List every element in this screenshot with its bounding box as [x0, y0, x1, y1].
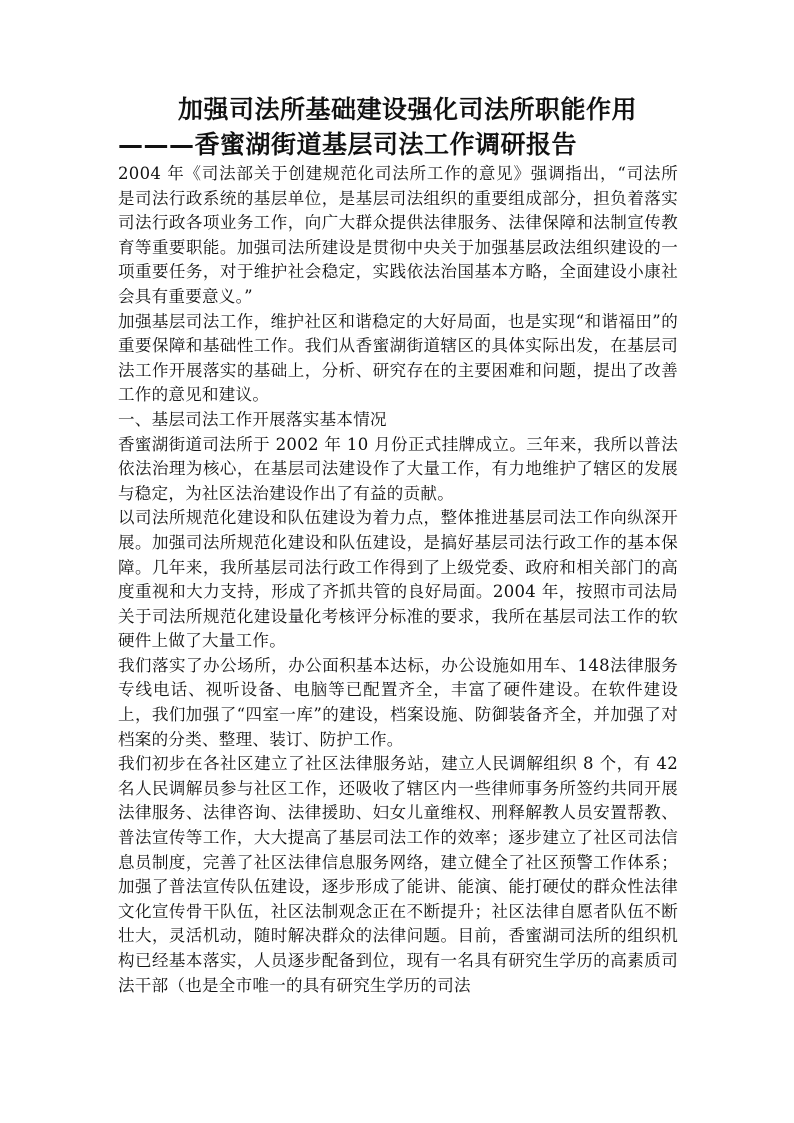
paragraph-establishment: 香蜜湖街道司法所于 2002 年 10 月份正式挂牌成立。三年来，我所以普法依法治理为核心，在基层司法建设作了大量工作，有力地维护了辖区的发展与稳定，为社区法治建设作出了有益的贡献。 — [118, 434, 678, 503]
paragraph-community-services: 我们初步在各社区建立了社区法律服务站，建立人民调解组织 8 个，有 42 名人民调解员参与社区工作，还吸收了辖区内一些律师事务所签约共同开展法律服务、法律咨询、法律援助、妇女儿童维权、刑释解教人员安置帮教、普法宣传等工作，大大提高了基层司法工作的效率；逐步建立了社区司法信息员制度，完善了社区法律信息服务网络，建立健全了社区预警工作体系；加强了普法宣传队伍建设，逐步形成了能讲、能演、能打硬仗的群众性法律文化宣传骨干队伍，社区法制观念正在不断提升；社区法律自愿者队伍不断壮大，灵活机动，随时解决群众的法律问题。目前，香蜜湖司法所的组织机构已经基本落实，人员逐步配备到位，现有一名具有研究生学历的高素质司法干部（也是全市唯一的具有研究生学历的司法 — [118, 754, 678, 995]
paragraph-standardization: 以司法所规范化建设和队伍建设为着力点，整体推进基层司法工作向纵深开展。加强司法所规范化建设和队伍建设，是搞好基层司法行政工作的基本保障。几年来，我所基层司法行政工作得到了上级党委、政府和相关部门的高度重视和大力支持，形成了齐抓共管的良好局面。2004 年，按照市司法局关于司法所规范化建设量化考核评分标准的要求，我所在基层司法工作的软硬件上做了大量工作。 — [118, 508, 678, 651]
document-title-line-2: ———香蜜湖街道基层司法工作调研报告 — [118, 130, 578, 159]
document-body — [118, 162, 678, 998]
section-heading-1: 一、基层司法工作开展落实基本情况 — [118, 409, 387, 429]
document-title-line-1: 加强司法所基础建设强化司法所职能作用 — [178, 95, 638, 124]
paragraph-facilities: 我们落实了办公场所，办公面积基本达标，办公设施如用车、148法律服务专线电话、视听设备、电脑等已配置齐全，丰富了硬件建设。在软件建设上，我们加强了“四室一库”的建设，档案设施、防御装备齐全，并加强了对档案的分类、整理、装订、防护工作。 — [118, 655, 678, 749]
paragraph-intro-quote: 2004 年《司法部关于创建规范化司法所工作的意见》强调指出，“司法所是司法行政系统的基层单位，是基层司法组织的重要组成部分，担负着落实司法行政各项业务工作，向广大群众提供法律服务、法律保障和法制宣传教育等重要职能。加强司法所建设是贯彻中央关于加强基层政法组织建设的一项重要任务，对于维护社会稳定，实践依法治国基本方略，全面建设小康社会具有重要意义。” — [118, 164, 678, 306]
document-page — [118, 92, 678, 998]
paragraph-harmony: 加强基层司法工作，维护社区和谐稳定的大好局面，也是实现“和谐福田”的重要保障和基础性工作。我们从香蜜湖街道辖区的具体实际出发，在基层司法工作开展落实的基础上，分析、研究存在的主要困难和问题，提出了改善工作的意见和建议。 — [118, 311, 678, 405]
